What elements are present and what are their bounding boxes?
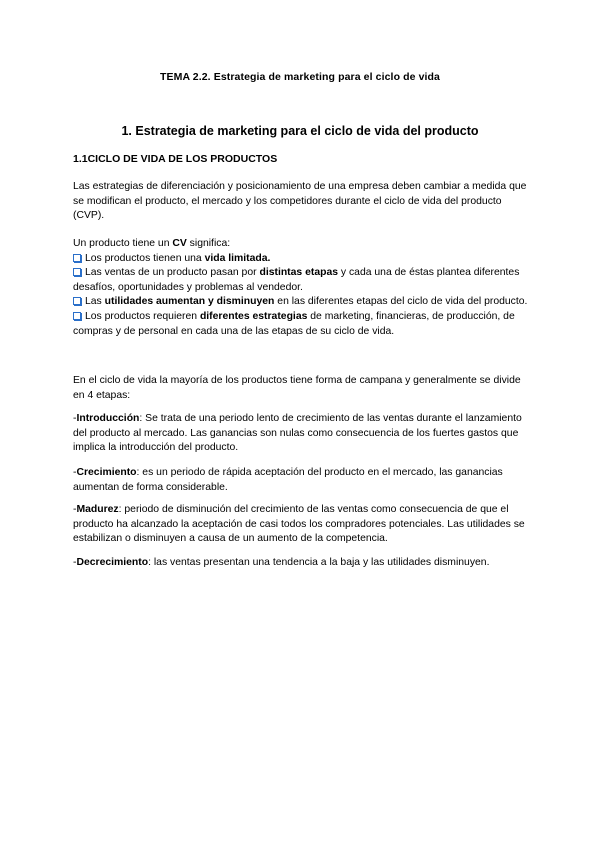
intro-paragraph: Las estrategias de diferenciación y posicionamiento de una empresa deben cambiar a medida que se modifican el producto, el mercado y los competidores durante el ciclo de vida del producto (CVP).	[73, 181, 527, 222]
cv-lead-tail: significa:	[186, 238, 231, 249]
stage-name: Madurez	[76, 504, 119, 515]
cv-bullet: Los productos requieren diferentes estrategias de marketing, financieras, de producción, de compras y de personal en cada una de las etapas de su ciclo de vida.	[73, 310, 515, 337]
cv-lead	[73, 237, 531, 252]
cv-bullet: Las utilidades aumentan y disminuyen en las diferentes etapas del ciclo de vida del producto.	[73, 295, 531, 310]
stage-name: Introducción	[76, 413, 140, 424]
checkbox-bullet-icon	[73, 297, 81, 305]
cv-lead-bold: CV	[172, 238, 187, 249]
stages-intro-paragraph: En el ciclo de vida la mayoría de los productos tiene forma de campana y generalmente se divide en 4 etapas:	[73, 375, 521, 401]
stage-decrecimiento: -Decrecimiento: las ventas presentan una tendencia a la baja y las utilidades disminuyen.	[73, 557, 490, 568]
document-header: TEMA 2.2. Estrategia de marketing para el ciclo de vida	[160, 71, 440, 83]
checkbox-bullet-icon	[73, 268, 81, 276]
stage-madurez: -Madurez: periodo de disminución del crecimiento de las ventas como consecuencia de que el producto ha alcanzado la aceptación de casi todos los compradores potenciales. Las utilidades se estabilizan o disminuyen a causa de un aumento de la competencia.	[73, 504, 525, 545]
checkbox-bullet-icon	[73, 254, 81, 262]
cv-bullet: Las ventas de un producto pasan por distintas etapas y cada una de éstas plantea diferentes desafíos, oportunidades y problemas al vendedor.	[73, 267, 520, 293]
stage-crecimiento: -Crecimiento: es un periodo de rápida aceptación del producto en el mercado, las ganancias aumentan de forma considerable.	[73, 467, 503, 493]
stage-introduccion: -Introducción: Se trata de una periodo lento de crecimiento de las ventas durante el lanzamiento del producto al mercado. Las ganancias son nulas como consecuencia de los fuertes gastos que implica la introducción del producto.	[73, 413, 522, 454]
cv-bullet: Los productos tienen una vida limitada.	[73, 252, 531, 267]
stage-name: Crecimiento	[76, 467, 137, 478]
stage-name: Decrecimiento	[76, 557, 149, 568]
cv-block	[73, 237, 531, 339]
subsection-title: 1.1CICLO DE VIDA DE LOS PRODUCTOS	[73, 153, 278, 165]
checkbox-bullet-icon	[73, 312, 81, 320]
cv-lead-text: Un producto tiene un	[73, 238, 173, 249]
section-title: 1. Estrategia de marketing para el ciclo de vida del producto	[121, 124, 479, 138]
